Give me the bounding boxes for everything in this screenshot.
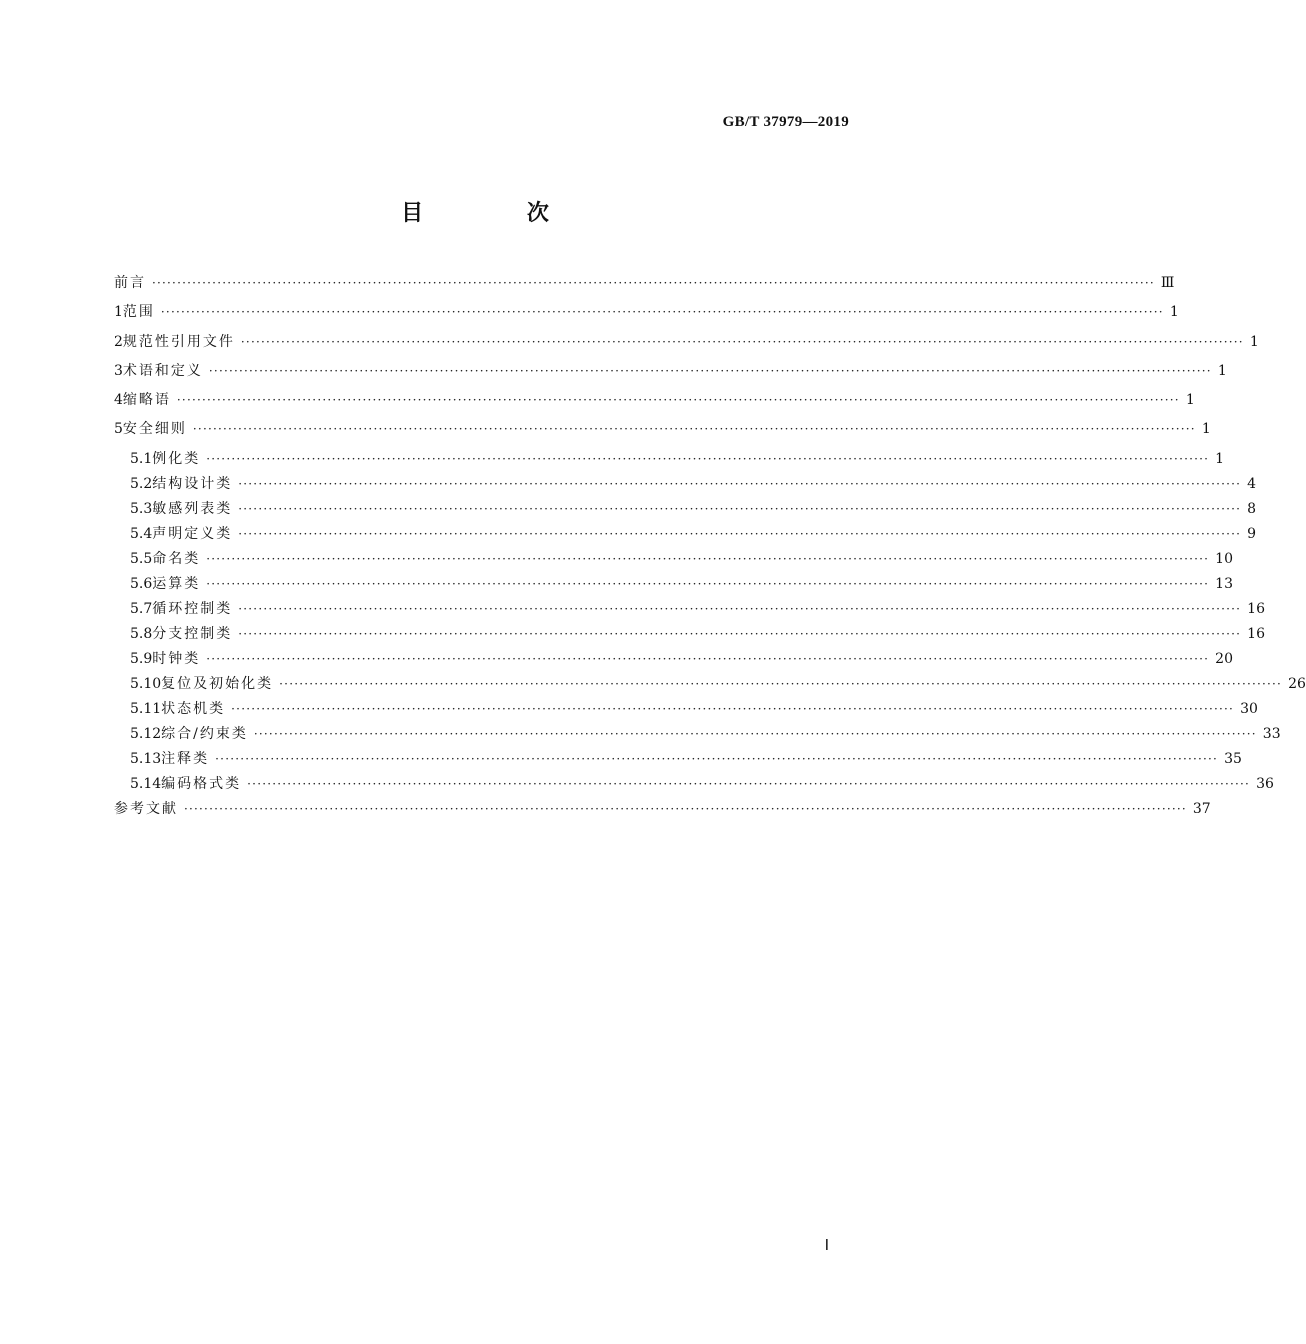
toc-leader-dots: ········································································································································································································ [206, 551, 1210, 566]
toc-entry-page: 1 [1169, 304, 1179, 321]
toc-entry-title: 声明定义类 [152, 525, 233, 542]
toc-entry[interactable] [114, 548, 1233, 573]
toc-entry-title: 例化类 [152, 450, 201, 467]
toc-entry-page: 33 [1262, 725, 1281, 742]
toc-leader-dots: ········································································································································································································ [238, 626, 1242, 641]
toc-entry-number: 5.3 [130, 500, 153, 517]
toc-leader-dots: ········································································································································································································ [238, 476, 1242, 491]
toc-entry[interactable] [114, 598, 1265, 623]
toc-entry-page: 1 [1217, 362, 1227, 379]
toc-entry-title: 复位及初始化类 [161, 675, 274, 692]
toc-entry-title: 时钟类 [152, 650, 201, 667]
toc-entry-page: 30 [1240, 700, 1258, 717]
toc-entry-number: 5.8 [130, 625, 153, 642]
page-number: Ⅰ [824, 1238, 829, 1254]
toc-entry-title: 综合/约束类 [161, 725, 248, 742]
toc-entry-number: 5.7 [130, 600, 153, 617]
toc-entry-title: 参考文献 [114, 800, 178, 817]
toc-entry-title: 状态机类 [161, 700, 226, 717]
toc-entry[interactable] [114, 723, 1281, 748]
toc-entry-number: 5 [114, 421, 123, 438]
toc-entry[interactable] [114, 331, 1259, 360]
page-title: 目 次 [401, 201, 597, 226]
standard-number: GB/T 37979—2019 [722, 114, 849, 130]
toc-leader-dots: ········································································································································································································ [176, 393, 1180, 408]
toc-entry-page: 1 [1249, 333, 1259, 350]
toc-entry-page: 1 [1215, 450, 1225, 467]
toc-entry[interactable] [114, 573, 1233, 598]
toc-entry-title: 命名类 [152, 550, 201, 567]
toc-entry[interactable] [114, 673, 1306, 698]
toc-entry-number: 5.14 [130, 775, 162, 792]
toc-entry-title: 分支控制类 [152, 625, 233, 642]
toc-entry-page: 9 [1247, 525, 1257, 542]
toc-entry[interactable] [114, 448, 1225, 473]
toc-entry-page: 37 [1192, 800, 1211, 817]
toc-entry-title: 编码格式类 [161, 775, 242, 792]
toc-entry[interactable] [114, 389, 1195, 418]
toc-entry-number: 5.10 [130, 675, 162, 692]
toc-leader-dots: ········································································································································································································ [206, 576, 1210, 591]
toc-entry-page: 16 [1247, 600, 1265, 617]
toc-entry-title: 敏感列表类 [152, 500, 233, 517]
toc-entry-page: 35 [1224, 750, 1242, 767]
toc-entry-page: 8 [1247, 500, 1257, 517]
toc-leader-dots: ········································································································································································································ [206, 451, 1210, 466]
toc-entry-page: 36 [1256, 775, 1274, 792]
toc-entry[interactable] [114, 498, 1257, 523]
toc-entry-title: 结构设计类 [152, 475, 233, 492]
toc-entry-page: 13 [1215, 575, 1233, 592]
toc-entry-number: 4 [114, 392, 123, 409]
toc-leader-dots: ········································································································································································································ [238, 501, 1242, 516]
toc-entry-number: 5.9 [130, 650, 153, 667]
toc-entry-title: 循环控制类 [152, 600, 233, 617]
toc-entry[interactable] [114, 773, 1274, 798]
toc-entry[interactable] [114, 523, 1257, 548]
toc-leader-dots: ········································································································································································································ [152, 276, 1155, 290]
toc-entry-number: 5.2 [130, 475, 153, 492]
toc-entry-number: 5.13 [130, 750, 162, 767]
toc-entry-title: 运算类 [152, 575, 201, 592]
toc-entry-title: 范围 [122, 304, 155, 321]
toc-entry-page: Ⅲ [1160, 275, 1175, 291]
toc-leader-dots: ········································································································································································································ [206, 651, 1210, 666]
toc-entry-page: 1 [1201, 421, 1211, 438]
toc-entry-number: 3 [114, 362, 123, 379]
toc-entry-title: 缩略语 [122, 392, 171, 409]
toc-leader-dots: ········································································································································································································ [279, 676, 1283, 691]
toc-entry-title: 安全细则 [122, 421, 187, 438]
toc-leader-dots: ········································································································································································································ [238, 601, 1242, 616]
toc-entry[interactable] [114, 623, 1265, 648]
toc-leader-dots: ········································································································································································································ [231, 701, 1235, 716]
table-of-contents [114, 272, 1306, 827]
toc-entry-title: 规范性引用文件 [122, 333, 235, 350]
toc-entry-number: 5.12 [130, 725, 162, 742]
toc-entry-number: 5.4 [130, 525, 153, 542]
toc-entry[interactable] [114, 698, 1258, 723]
toc-leader-dots: ········································································································································································································ [160, 305, 1164, 320]
toc-entry[interactable] [114, 301, 1179, 330]
toc-entry[interactable] [114, 360, 1227, 389]
toc-entry[interactable] [114, 648, 1233, 673]
toc-leader-dots: ········································································································································································································ [215, 751, 1219, 766]
toc-entry-number: 5.11 [130, 700, 162, 717]
toc-entry-number: 5.1 [130, 450, 153, 467]
toc-entry-page: 20 [1215, 650, 1233, 667]
toc-entry-page: 10 [1215, 550, 1233, 567]
toc-leader-dots: ········································································································································································································ [192, 422, 1196, 437]
toc-leader-dots: ········································································································································································································ [253, 726, 1257, 741]
toc-leader-dots: ········································································································································································································ [208, 363, 1212, 378]
toc-entry-page: 4 [1247, 475, 1257, 492]
toc-entry-title: 术语和定义 [122, 362, 203, 379]
toc-entry-page: 16 [1247, 625, 1265, 642]
toc-entry-number: 1 [114, 304, 123, 321]
toc-leader-dots: ········································································································································································································ [238, 526, 1242, 541]
toc-leader-dots: ········································································································································································································ [184, 801, 1187, 816]
toc-entry-number: 5.6 [130, 575, 153, 592]
toc-leader-dots: ········································································································································································································ [240, 334, 1244, 349]
toc-entry-title: 前言 [114, 275, 146, 291]
toc-entry[interactable] [114, 798, 1211, 827]
toc-entry-number: 5.5 [130, 550, 153, 567]
toc-entry[interactable] [114, 748, 1242, 773]
toc-entry[interactable] [114, 473, 1257, 498]
toc-entry-number: 2 [114, 333, 123, 350]
toc-entry-page: 1 [1185, 392, 1195, 409]
toc-entry[interactable] [114, 418, 1211, 447]
toc-leader-dots: ········································································································································································································ [247, 776, 1251, 791]
toc-entry-title: 注释类 [161, 750, 210, 767]
toc-entry[interactable] [114, 272, 1175, 301]
toc-entry-page: 26 [1288, 675, 1306, 692]
